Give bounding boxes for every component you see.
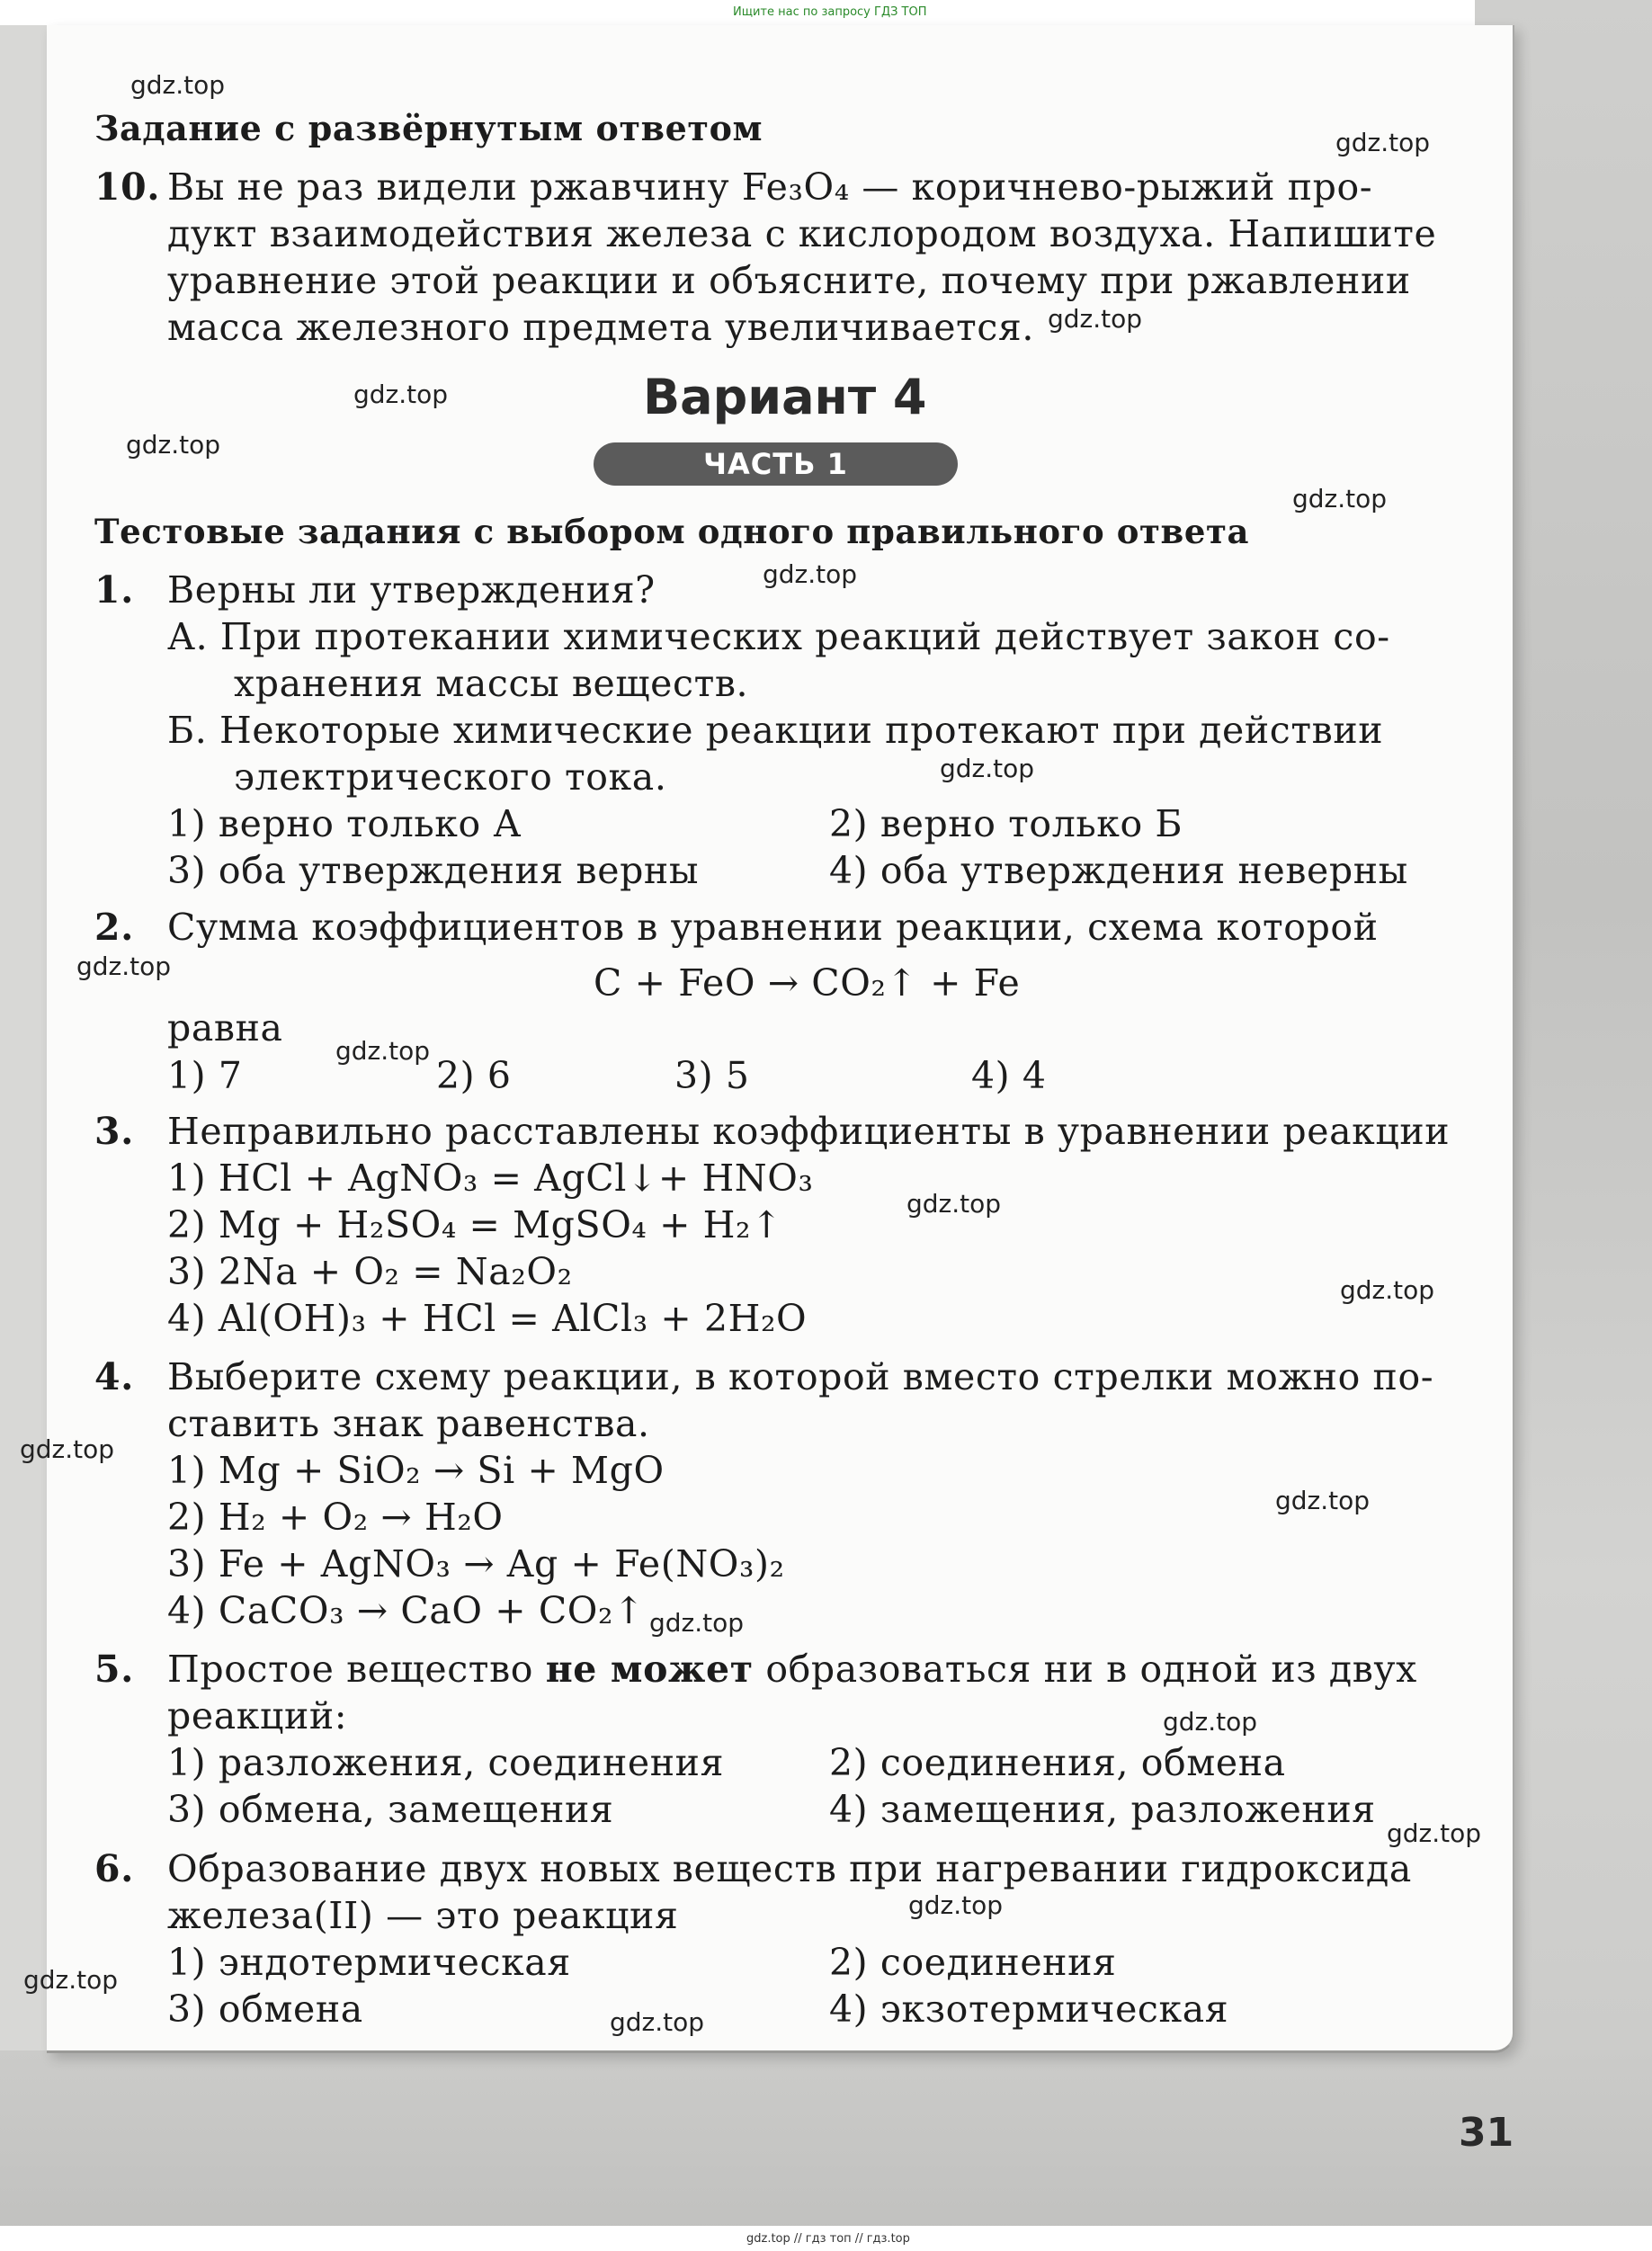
page-number: 31 xyxy=(1459,2110,1514,2156)
watermark: gdz.top xyxy=(1275,1486,1371,1515)
section-extended-heading: Задание с развёрнутым ответом xyxy=(94,108,763,148)
q5-option-3: 3) обмена, замещения xyxy=(167,1788,614,1831)
watermark: gdz.top xyxy=(1335,128,1431,157)
q6-option-1: 1) эндотермическая xyxy=(167,1941,571,1984)
watermark: gdz.top xyxy=(130,70,226,100)
q2-option-3: 3) 5 xyxy=(674,1054,750,1097)
footer-note: gdz.top // гдз топ // гдз.top xyxy=(746,2232,910,2246)
watermark: gdz.top xyxy=(908,1890,1004,1920)
q1-option-1: 1) верно только А xyxy=(167,802,522,845)
q2-option-4: 4) 4 xyxy=(971,1054,1047,1097)
q4-number: 4. xyxy=(94,1355,135,1398)
watermark: gdz.top xyxy=(906,1189,1002,1219)
q4-stem-1: Выберите схему реакции, в которой вместо стрелки можно по- xyxy=(167,1355,1434,1398)
watermark: gdz.top xyxy=(649,1608,745,1638)
q2-option-1: 1) 7 xyxy=(167,1054,243,1097)
q6-option-4: 4) экзотермическая xyxy=(829,1987,1229,2031)
q5-option-1: 1) разложения, соединения xyxy=(167,1741,725,1784)
q5-stem-pre: Простое вещество xyxy=(167,1648,546,1691)
watermark: gdz.top xyxy=(610,2007,705,2037)
q1-statement-b-2: электрического тока. xyxy=(234,755,667,799)
variant-title: Вариант 4 xyxy=(643,369,927,425)
q4-option-1: 1) Mg + SiO₂ → Si + MgO xyxy=(167,1449,665,1492)
watermark: gdz.top xyxy=(23,1965,119,1995)
q1-number: 1. xyxy=(94,568,135,612)
q10-line-3: уравнение этой реакции и объясните, почему при ржавлении xyxy=(167,259,1411,302)
q5-option-4: 4) замещения, разложения xyxy=(829,1788,1376,1831)
q6-option-2: 2) соединения xyxy=(829,1941,1117,1984)
watermark: gdz.top xyxy=(335,1036,431,1066)
q1-option-3: 3) оба утверждения верны xyxy=(167,849,700,892)
q5-option-2: 2) соединения, обмена xyxy=(829,1741,1286,1784)
watermark: gdz.top xyxy=(763,559,858,589)
q4-option-4: 4) CaCO₃ → CaO + CO₂↑ xyxy=(167,1589,645,1632)
q5-number: 5. xyxy=(94,1648,135,1691)
q6-option-3: 3) обмена xyxy=(167,1987,363,2031)
q5-stem-2: реакций: xyxy=(167,1694,348,1737)
q4-option-2: 2) H₂ + O₂ → H₂O xyxy=(167,1496,504,1539)
watermark: gdz.top xyxy=(1048,304,1143,334)
watermark: gdz.top xyxy=(1387,1818,1482,1848)
q2-option-2: 2) 6 xyxy=(436,1054,512,1097)
q1-option-4: 4) оба утверждения неверны xyxy=(829,849,1408,892)
q2-number: 2. xyxy=(94,906,135,949)
q3-option-3: 3) 2Na + O₂ = Na₂O₂ xyxy=(167,1250,573,1293)
q6-stem-1: Образование двух новых веществ при нагревании гидроксида xyxy=(167,1847,1412,1890)
q10-line-1: Вы не раз видели ржавчину Fe₃O₄ — коричнево-рыжий про- xyxy=(167,165,1373,209)
q6-number: 6. xyxy=(94,1847,135,1890)
q2-tail: равна xyxy=(167,1006,283,1050)
q1-statement-a-2: хранения массы веществ. xyxy=(234,662,749,705)
q3-stem: Неправильно расставлены коэффициенты в уравнении реакции xyxy=(167,1110,1451,1153)
part-label: ЧАСТЬ 1 xyxy=(594,442,958,486)
q3-option-2: 2) Mg + H₂SO₄ = MgSO₄ + H₂↑ xyxy=(167,1203,783,1246)
q3-option-1: 1) HCl + AgNO₃ = AgCl↓+ HNO₃ xyxy=(167,1157,814,1200)
q10-number: 10. xyxy=(94,165,161,209)
watermark: gdz.top xyxy=(1163,1707,1258,1737)
q10-line-4: масса железного предмета увеличивается. xyxy=(167,306,1034,349)
q6-stem-2: железа(II) — это реакция xyxy=(167,1894,679,1937)
background-bottom xyxy=(0,2050,1652,2251)
q1-statement-a-1: А. При протекании химических реакций действует закон со- xyxy=(167,615,1390,658)
watermark: gdz.top xyxy=(1292,484,1388,514)
q1-stem: Верны ли утверждения? xyxy=(167,568,656,612)
q3-number: 3. xyxy=(94,1110,135,1153)
q10-line-2: дукт взаимодействия железа с кислородом воздуха. Напишите xyxy=(167,212,1437,255)
q4-stem-2: ставить знак равенства. xyxy=(167,1402,650,1445)
header-note: Ищите нас по запросу ГДЗ ТОП xyxy=(733,5,927,19)
watermark: gdz.top xyxy=(76,951,172,981)
q2-stem: Сумма коэффициентов в уравнении реакции, схема которой xyxy=(167,906,1379,949)
watermark: gdz.top xyxy=(20,1434,115,1464)
watermark: gdz.top xyxy=(940,754,1035,783)
q1-option-2: 2) верно только Б xyxy=(829,802,1183,845)
q4-option-3: 3) Fe + AgNO₃ → Ag + Fe(NO₃)₂ xyxy=(167,1542,785,1586)
watermark: gdz.top xyxy=(353,380,449,409)
watermark: gdz.top xyxy=(126,430,221,460)
q5-stem-bold: не может xyxy=(545,1648,754,1691)
watermark: gdz.top xyxy=(1340,1275,1435,1305)
q1-statement-b-1: Б. Некоторые химические реакции протекают при действии xyxy=(167,709,1384,752)
q2-scheme: C + FeO → CO₂↑ + Fe xyxy=(594,961,1021,1005)
q5-stem xyxy=(167,1646,1417,1693)
q3-option-4: 4) Al(OH)₃ + HCl = AlCl₃ + 2H₂O xyxy=(167,1297,808,1340)
section-tests-heading: Тестовые задания с выбором одного правильного ответа xyxy=(94,512,1250,551)
q5-stem-post: образоваться ни в одной из двух xyxy=(753,1648,1417,1691)
